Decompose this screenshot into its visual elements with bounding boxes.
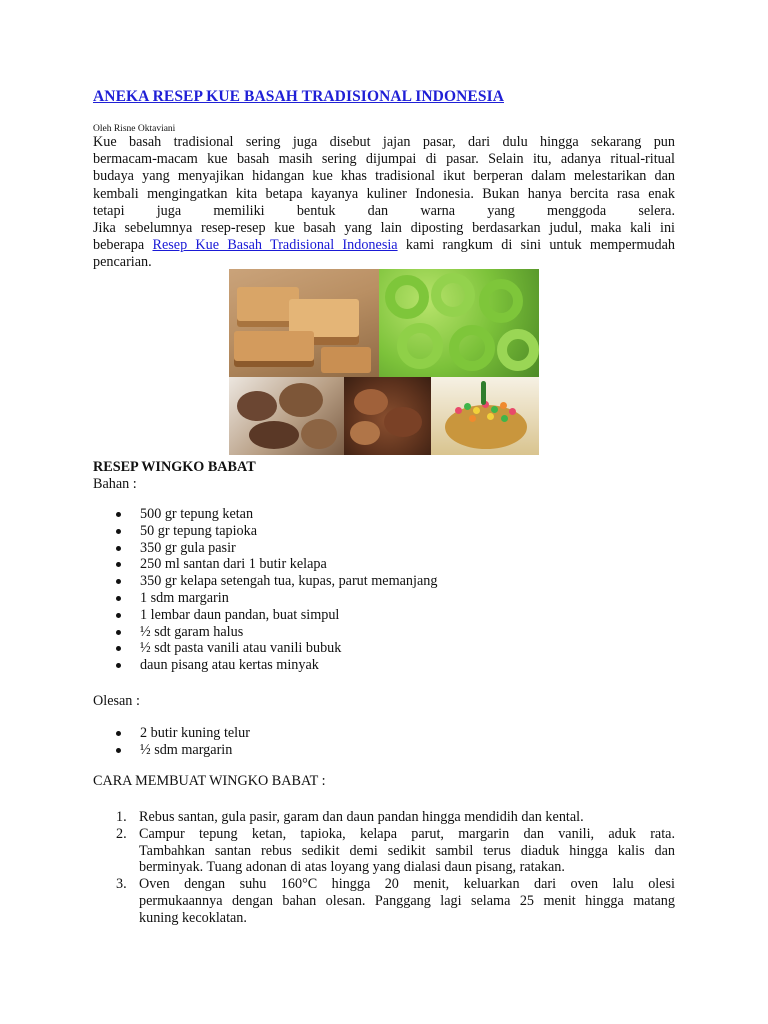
cake-piece [237, 391, 277, 421]
colorful-piece [473, 407, 480, 414]
pandan-leaf [481, 381, 486, 405]
bahan-label: Bahan : [93, 476, 137, 492]
bullet-icon [116, 546, 121, 551]
list-item-text: daun pisang atau kertas minyak [140, 657, 319, 674]
ingredient-item [93, 556, 437, 573]
intro-line: bermacam-macam kue basah masih sering dijumpai di pasar. Selain itu, adanya ritual-ritual [93, 151, 675, 168]
cake-piece [249, 421, 299, 449]
step-text-line: Oven dengan suhu 160°C hingga 20 menit, keluarkan dari oven lalu olesi [139, 876, 675, 893]
colorful-piece [509, 408, 516, 415]
photo-putu-ayu [379, 269, 539, 377]
bullet-icon [116, 562, 121, 567]
green-cake [431, 273, 475, 317]
bullet-icon [116, 646, 121, 651]
list-item-text: 2 butir kuning telur [140, 725, 250, 741]
olesan-item [93, 725, 250, 742]
green-cake [385, 275, 429, 319]
article-title[interactable]: ANEKA RESEP KUE BASAH TRADISIONAL INDONESIA [93, 88, 504, 105]
colorful-piece [491, 406, 498, 413]
list-item-text: 350 gr kelapa setengah tua, kupas, parut memanjang [140, 573, 438, 590]
photo-kue-warna-warni [431, 377, 539, 455]
green-cake [479, 279, 523, 323]
step-item [93, 826, 675, 876]
photo-kue-coklat [344, 377, 431, 455]
olesan-list [0, 725, 250, 759]
bullet-icon [116, 512, 121, 517]
intro-line: pencarian. [93, 254, 152, 271]
bullet-icon [116, 579, 121, 584]
step-number: 3. [116, 876, 127, 893]
intro-line: Jika sebelumnya resep-resep kue basah yang lain diposting berdasarkan judul, maka kali ini [93, 220, 675, 237]
step-number: 2. [116, 825, 127, 842]
steps-list [93, 809, 675, 927]
list-item-text: 350 gr gula pasir [140, 539, 236, 556]
green-cake [449, 325, 495, 371]
bullet-icon [116, 731, 121, 736]
step-item [93, 809, 675, 826]
ingredient-item [93, 540, 437, 557]
intro-line: budaya yang menyajikan hidangan kue khas tradisional ikut berperan dalam melestarikan dan [93, 168, 675, 185]
colorful-piece [469, 415, 476, 422]
ingredient-item [93, 607, 437, 624]
intro-text: kami rangkum di sini untuk mempermudah [397, 237, 676, 254]
olesan-label: Olesan : [93, 693, 140, 709]
list-item-text: ½ sdt garam halus [140, 623, 244, 640]
bullet-icon [116, 596, 121, 601]
recipe-title: RESEP WINGKO BABAT [93, 459, 256, 475]
photo-chocolate-kue [229, 377, 344, 455]
ingredient-item [93, 640, 437, 657]
cake-piece [321, 347, 371, 373]
bullet-icon [116, 663, 121, 668]
intro-line-with-link [93, 237, 675, 254]
step-text-line: permukaannya dengan bahan olesan. Panggang lagi selama 25 menit hingga matang [139, 892, 675, 909]
list-item-text: 1 sdm margarin [140, 589, 229, 606]
intro-paragraph [93, 134, 675, 272]
step-text-line: kuning kecoklatan. [139, 909, 247, 926]
intro-line: Kue basah tradisional sering juga disebut jajan pasar, dari dulu hingga sekarang pun [93, 134, 675, 150]
step-text-line: Campur tepung ketan, tapioka, kelapa parut, margarin dan vanili, aduk rata. [139, 825, 675, 842]
intro-line: kembali mengingatkan kita betapa kayanya kuliner Indonesia. Bukan hanya bercita rasa enak [93, 185, 675, 202]
bullet-icon [116, 630, 121, 635]
colorful-piece [500, 402, 507, 409]
colorful-piece [455, 407, 462, 414]
cake-piece [350, 421, 380, 445]
photo-wingko [229, 269, 379, 377]
step-text-line: berminyak. Tuang adonan di atas loyang yang dialasi daun pisang, ratakan. [139, 859, 565, 876]
intro-text: beberapa [93, 237, 153, 254]
cake-piece [354, 389, 388, 415]
list-item-text: 250 ml santan dari 1 butir kelapa [140, 556, 327, 573]
step-item [93, 876, 675, 926]
cake-piece [234, 331, 314, 367]
cake-piece [301, 419, 337, 449]
colorful-piece [464, 403, 471, 410]
step-text-line: Tambahkan santan rebus sedikit demi sedikit sambil terus diaduk hingga kalis dan [139, 842, 675, 859]
ingredient-item [93, 657, 437, 674]
list-item-text: 1 lembar daun pandan, buat simpul [140, 606, 340, 623]
intro-line: tetapi juga memiliki bentuk dan warna yang menggoda selera. [93, 202, 675, 219]
list-item-text: ½ sdt pasta vanili atau vanili bubuk [140, 640, 342, 657]
list-item-text: ½ sdm margarin [140, 741, 233, 758]
cake-piece [384, 407, 422, 437]
list-item-text: 50 gr tepung tapioka [140, 522, 258, 539]
ingredient-item [93, 573, 437, 590]
list-item-text: 500 gr tepung ketan [140, 506, 254, 522]
bahan-list [0, 506, 438, 674]
step-text-line: Rebus santan, gula pasir, garam dan daun pandan hingga mendidih dan kental. [139, 809, 584, 825]
author-line: Oleh Risne Oktaviani [93, 124, 176, 134]
olesan-item [93, 742, 250, 759]
bullet-icon [116, 529, 121, 534]
recipe-link[interactable]: Resep Kue Basah Tradisional Indonesia [152, 237, 398, 254]
ingredient-item [93, 624, 437, 641]
cake-piece [279, 383, 323, 417]
ingredient-item [93, 506, 437, 523]
cara-label: CARA MEMBUAT WINGKO BABAT : [93, 773, 326, 789]
ingredient-item [93, 523, 437, 540]
green-cake [497, 329, 539, 371]
green-cake [397, 323, 443, 369]
colorful-piece [487, 413, 494, 420]
bullet-icon [116, 748, 121, 753]
colorful-piece [501, 415, 508, 422]
kue-photo-collage [229, 269, 539, 455]
bullet-icon [116, 613, 121, 618]
ingredient-item [93, 590, 437, 607]
step-number: 1. [116, 809, 127, 825]
